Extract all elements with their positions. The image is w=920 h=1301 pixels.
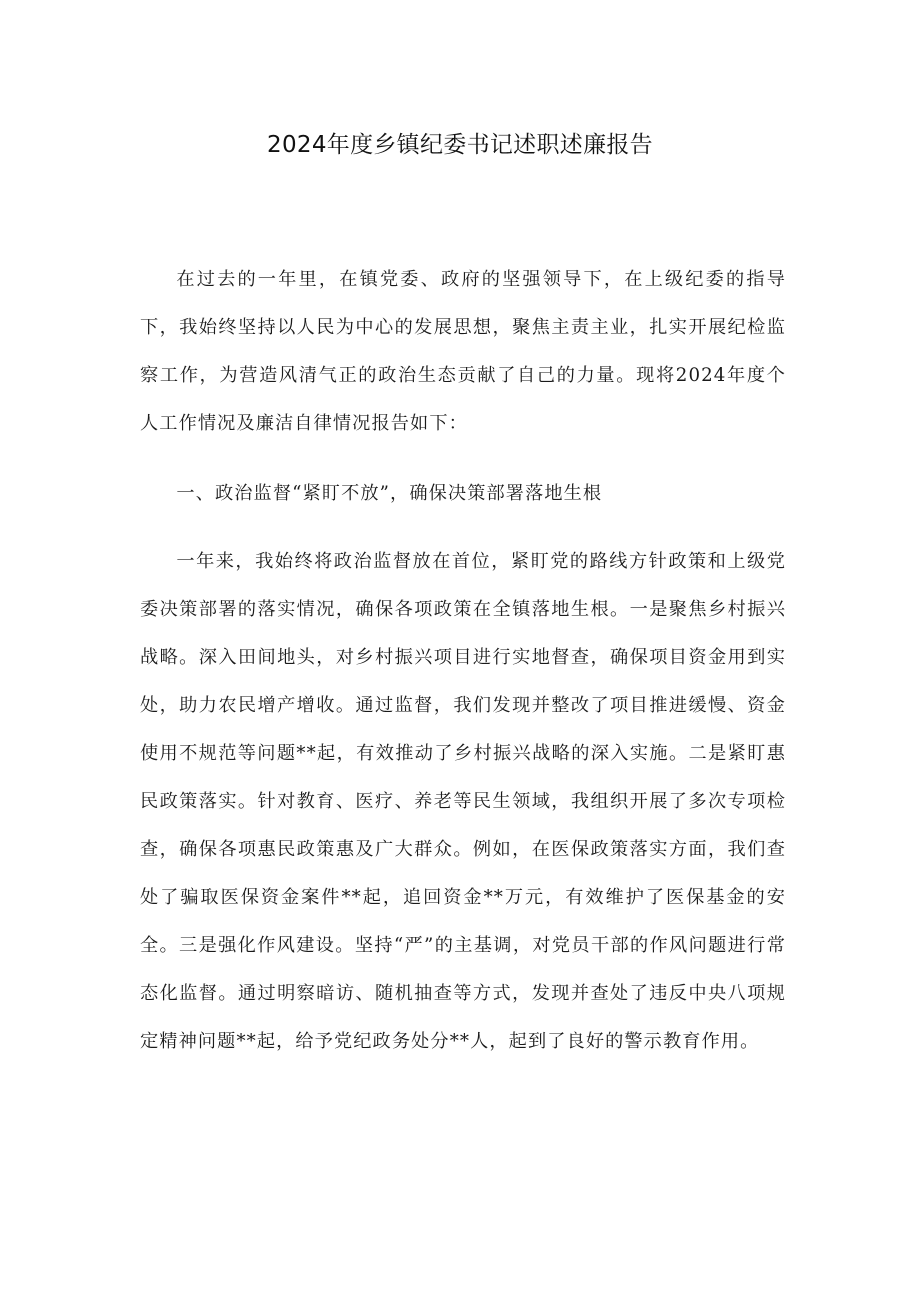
intro-paragraph: 在过去的一年里，在镇党委、政府的坚强领导下，在上级纪委的指导下，我始终坚持以人民为中心的发展思想，聚焦主责主业，扎实开展纪检监察工作，为营造风清气正的政治生态贡献了自己的力量。现将2024年度个人工作情况及廉洁自律情况报告如下： bbox=[140, 269, 786, 434]
section-1-paragraph: 一年来，我始终将政治监督放在首位，紧盯党的路线方针政策和上级党委决策部署的落实情况，确保各项政策在全镇落地生根。一是聚焦乡村振兴战略。深入田间地头，对乡村振兴项目进行实地督查，确保项目资金用到实处，助力农民增产增收。通过监督，我们发现并整改了项目推进缓慢、资金使用不规范等问题**起，有效推动了乡村振兴战略的深入实施。二是紧盯惠民政策落实。针对教育、医疗、养老等民生领域，我组织开展了多次专项检查，确保各项惠民政策惠及广大群众。例如，在医保政策落实方面，我们查处了骗取医保资金案件**起，追回资金**万元，有效维护了医保基金的安全。三是强化作风建设。坚持“严”的主基调，对党员干部的作风问题进行常态化监督。通过明察暗访、随机抽查等方式，发现并查处了违反中央八项规定精神问题**起，给予党纪政务处分**人，起到了良好的警示教育作用。 bbox=[140, 551, 786, 1052]
section-1-heading: 一、政治监督“紧盯不放”，确保决策部署落地生根 bbox=[176, 483, 603, 504]
document-title: 2024年度乡镇纪委书记述职述廉报告 bbox=[267, 132, 653, 158]
